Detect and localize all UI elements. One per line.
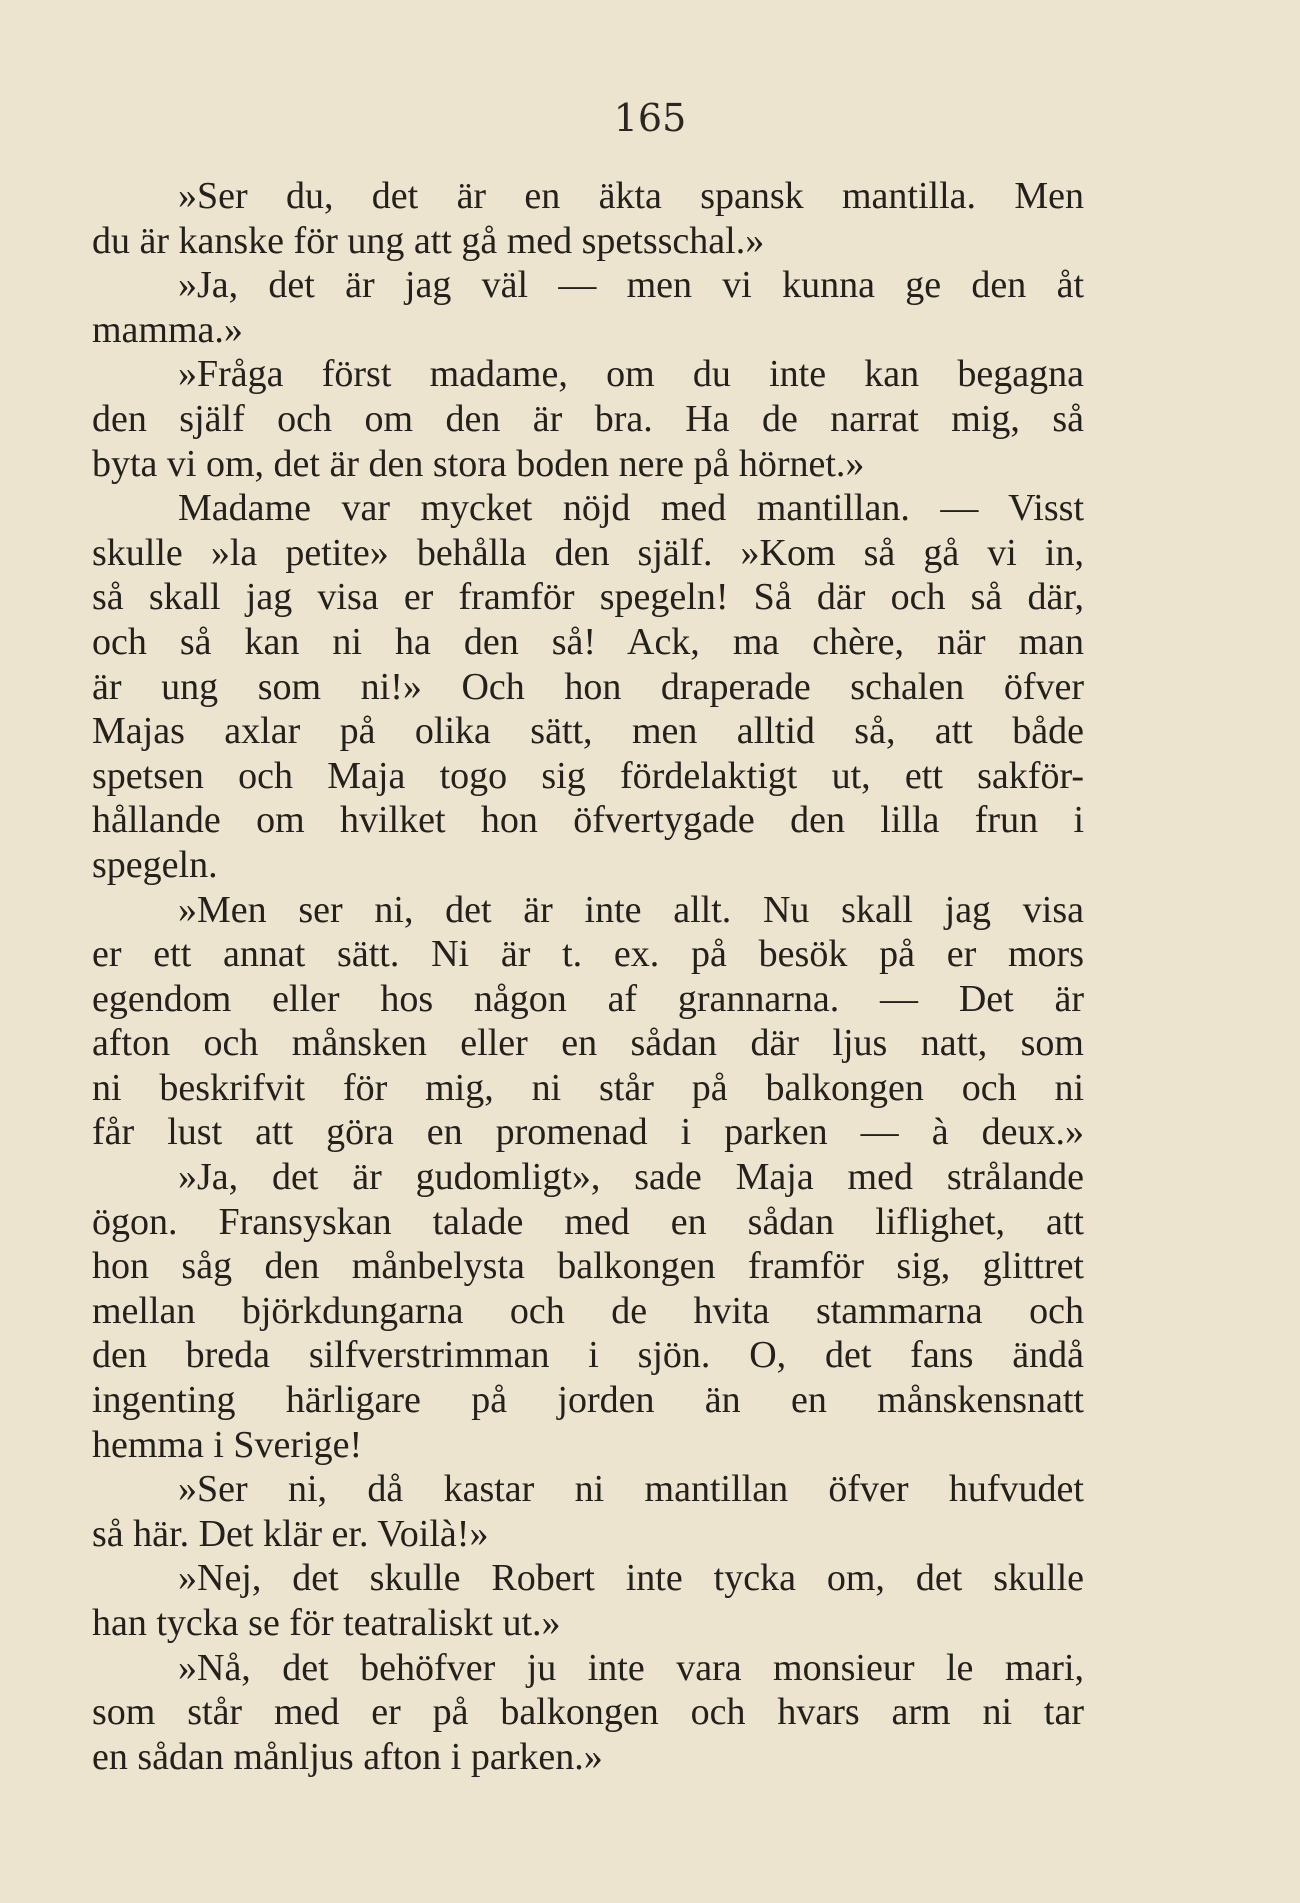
page-number: 165 xyxy=(613,96,687,140)
paragraph xyxy=(92,1556,1084,1645)
text-line: ni beskrifvit för mig, ni står på balkongen och ni xyxy=(92,1066,1084,1109)
text-line: »Ja, det är jag väl — men vi kunna ge den åt xyxy=(178,264,1084,307)
text-line: den breda silfverstrimman i sjön. O, det fans ändå xyxy=(92,1334,1084,1377)
text-line: »Men ser ni, det är inte allt. Nu skall jag visa xyxy=(178,888,1084,931)
text-line: Majas axlar på olika sätt, men alltid så, att både xyxy=(92,710,1084,753)
paragraph xyxy=(92,263,1084,352)
text-line: »Ja, det är gudomligt», sade Maja med strålande xyxy=(178,1156,1084,1199)
text-line: »Fråga först madame, om du inte kan begagna xyxy=(178,353,1084,396)
text-line: hon såg den månbelysta balkongen framför sig, glittret xyxy=(92,1245,1084,1288)
text-line: er ett annat sätt. Ni är t. ex. på besök på er mors xyxy=(92,933,1084,976)
text-line: spetsen och Maja togo sig fördelaktigt ut, ett sakför- xyxy=(92,754,1084,797)
text-line: han tycka se för teatraliskt ut.» xyxy=(92,1602,561,1644)
text-line: hållande om hvilket hon öfvertygade den lilla frun i xyxy=(92,799,1084,842)
text-line: hemma i Sverige! xyxy=(92,1423,363,1466)
text-line: afton och månsken eller en sådan där ljus natt, som xyxy=(92,1022,1084,1065)
text-line: och så kan ni ha den så! Ack, ma chère, när man xyxy=(92,620,1084,663)
paragraph xyxy=(92,888,1084,1156)
text-line: som står med er på balkongen och hvars arm ni tar xyxy=(92,1691,1084,1734)
text-line: ögon. Fransyskan talade med en sådan liflighet, att xyxy=(92,1200,1084,1243)
paragraph xyxy=(92,486,1084,887)
text-line: får lust att göra en promenad i parken — à deux.» xyxy=(92,1111,1084,1154)
paragraph xyxy=(92,174,1084,263)
text-line: är ung som ni!» Och hon draperade schalen öfver xyxy=(92,665,1084,708)
paragraph xyxy=(92,352,1084,486)
text-line: den själf och om den är bra. Ha de narrat mig, så xyxy=(92,397,1084,440)
body-text xyxy=(92,174,1084,1779)
text-line: »Ser du, det är en äkta spansk mantilla. Men xyxy=(178,175,1084,217)
paragraph xyxy=(92,1646,1084,1780)
text-line: »Nå, det behöfver ju inte vara monsieur le mari, xyxy=(178,1646,1084,1689)
paragraph xyxy=(92,1155,1084,1467)
text-line: så här. Det klär er. Voilà!» xyxy=(92,1512,489,1555)
text-line: spegeln. xyxy=(92,843,218,886)
text-line: du är kanske för ung att gå med spetsschal.» xyxy=(92,219,765,262)
text-line: byta vi om, det är den stora boden nere på hörnet.» xyxy=(92,442,865,485)
text-line: skulle »la petite» behålla den själf. »Kom så gå vi in, xyxy=(92,531,1084,574)
text-line: egendom eller hos någon af grannarna. — Det är xyxy=(92,977,1084,1020)
text-line: mamma.» xyxy=(92,308,243,351)
text-line: ingenting härligare på jorden än en månskensnatt xyxy=(92,1379,1084,1422)
text-line: så skall jag visa er framför spegeln! Så där och så där, xyxy=(92,576,1084,619)
text-line: mellan björkdungarna och de hvita stammarna och xyxy=(92,1289,1084,1332)
paragraph xyxy=(92,1467,1084,1556)
text-line: »Ser ni, då kastar ni mantillan öfver hufvudet xyxy=(178,1468,1084,1511)
text-line: Madame var mycket nöjd med mantillan. — Visst xyxy=(178,487,1084,530)
text-line: »Nej, det skulle Robert inte tycka om, det skulle xyxy=(178,1557,1084,1600)
text-line: en sådan månljus afton i parken.» xyxy=(92,1735,603,1778)
